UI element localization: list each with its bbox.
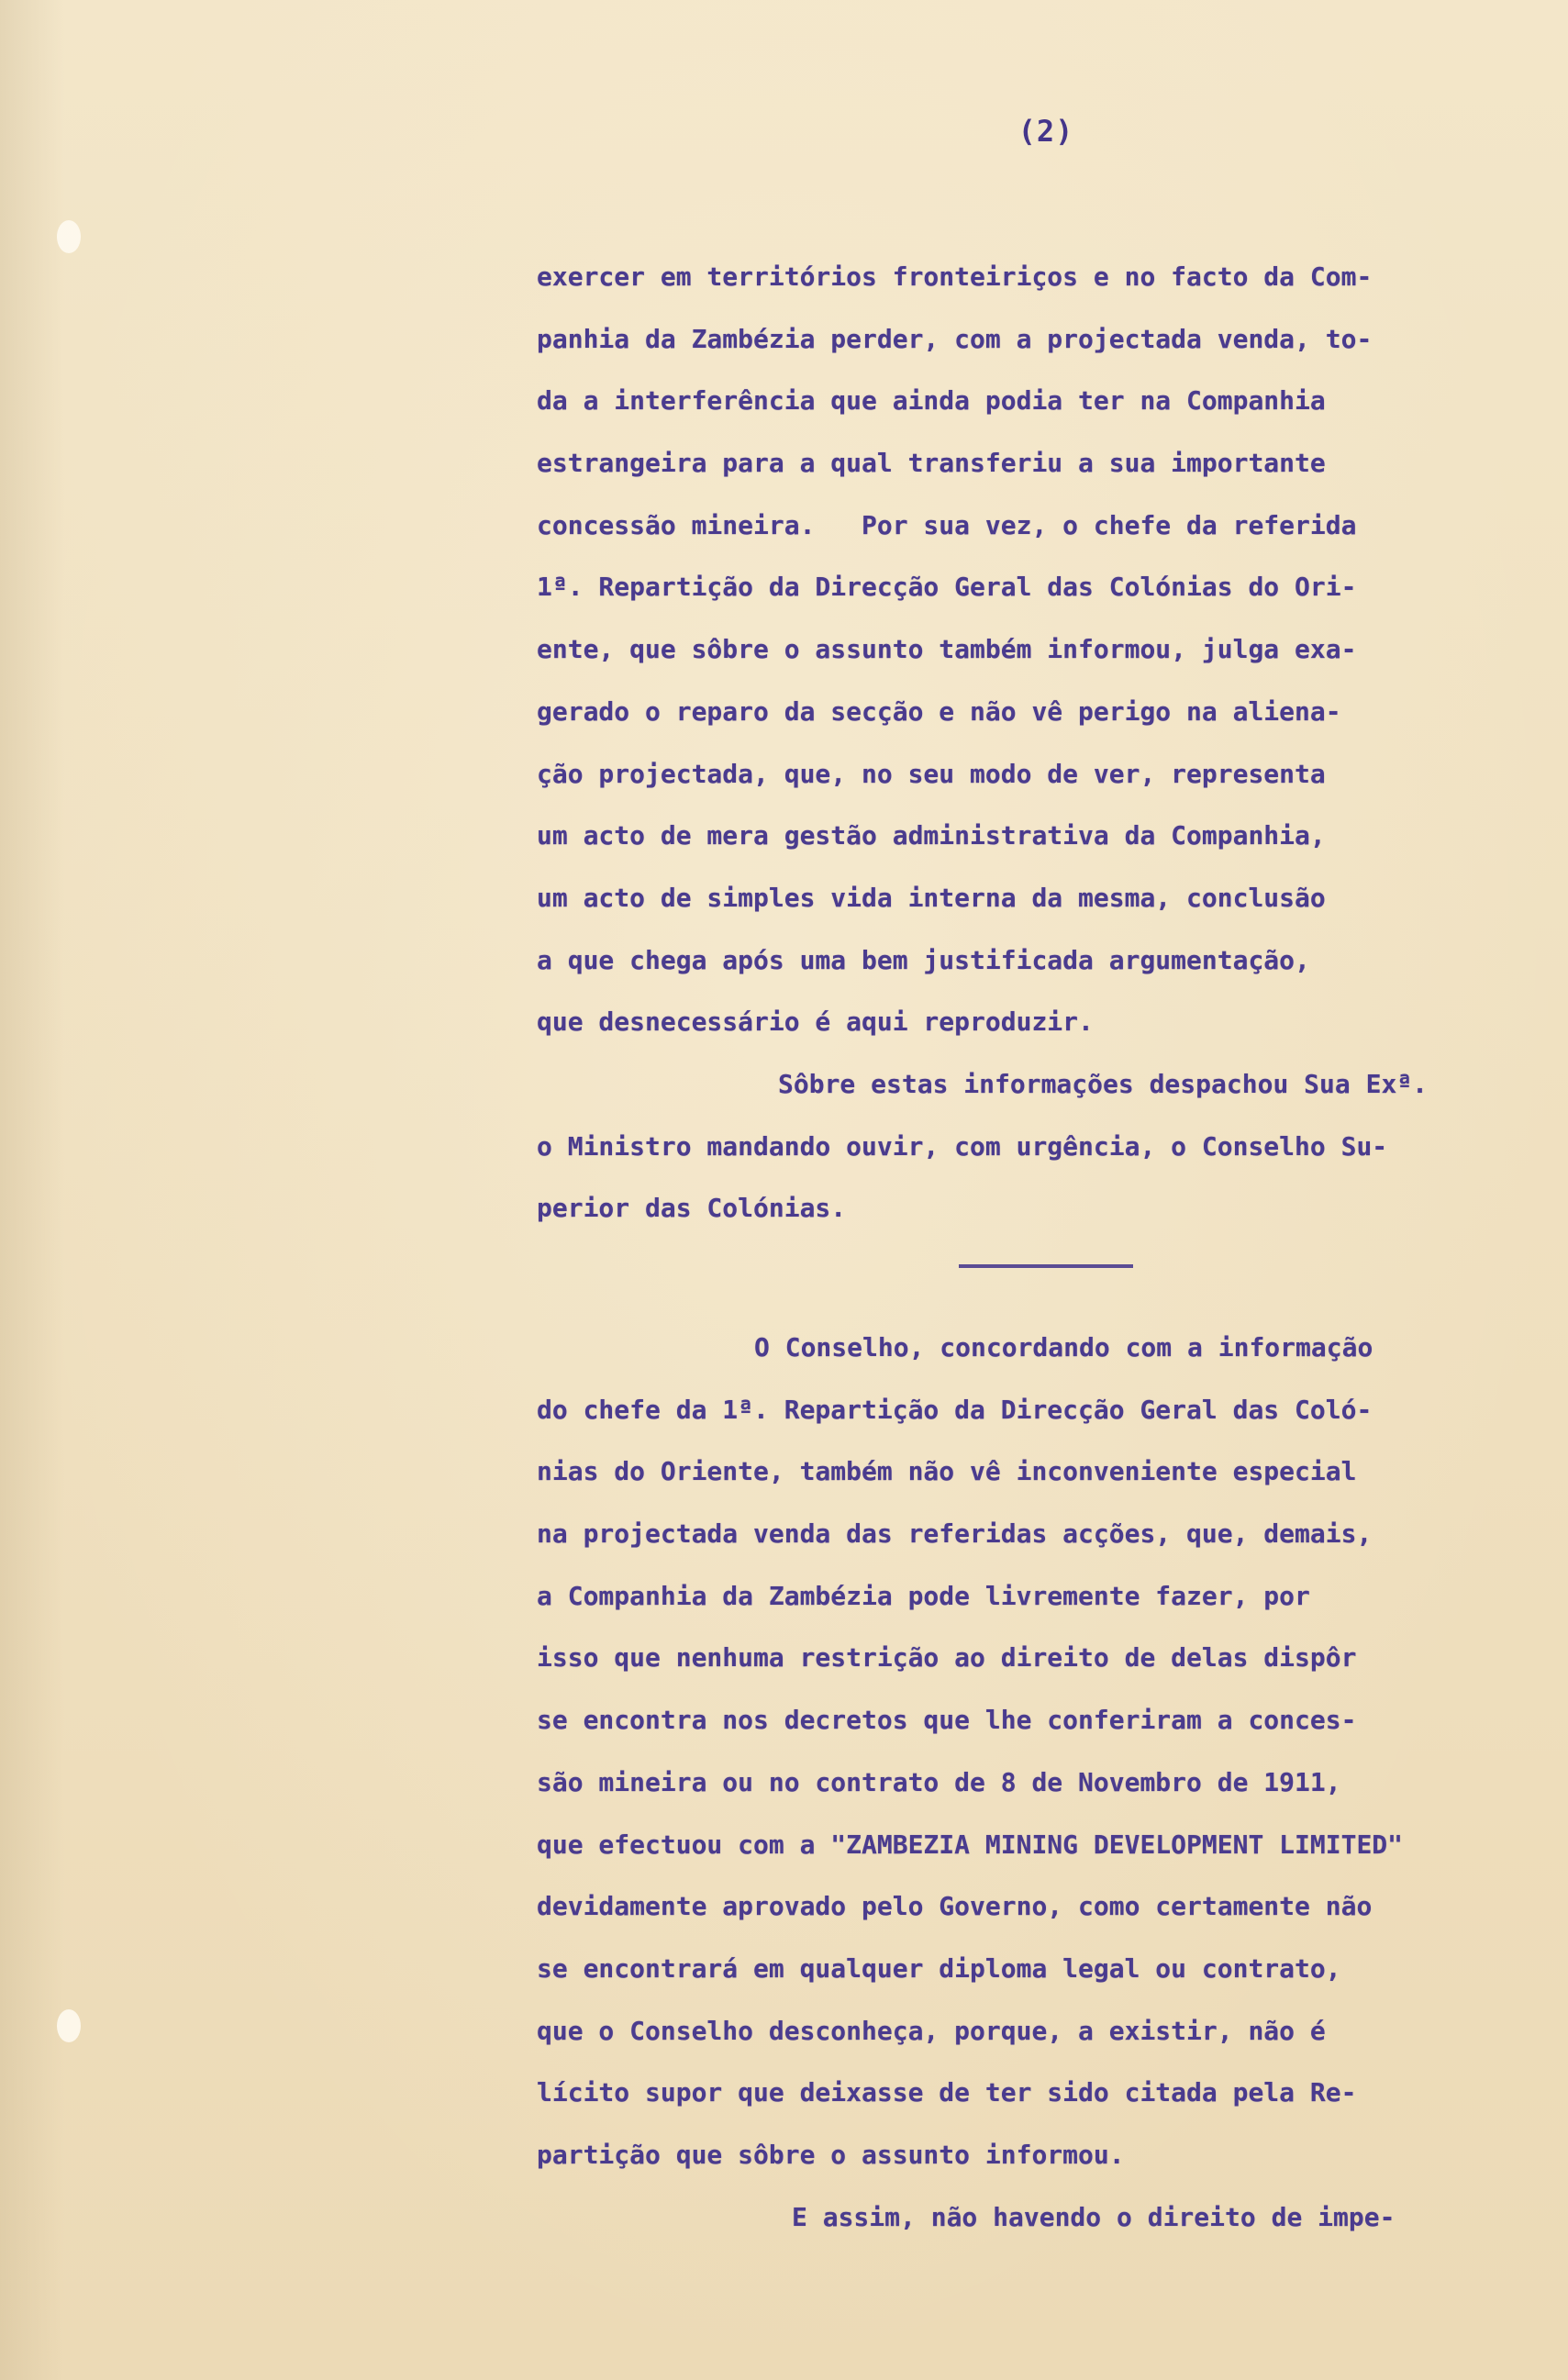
text-line: lícito supor que deixasse de ter sido citada pela Re- [537,2077,1357,2108]
text-line: ção projectada, que, no seu modo de ver, representa [537,758,1326,789]
text-line: estrangeira para a qual transferiu a sua importante [537,448,1326,479]
text-line: nias do Oriente, também não vê inconveniente especial [537,1456,1357,1487]
punch-hole-bottom [57,2009,81,2042]
text-line: exercer em territórios fronteiriços e no facto da Com- [537,261,1373,292]
text-line: do chefe da 1ª. Repartição da Direcção Geral das Coló- [537,1394,1373,1425]
text-line: um acto de simples vida interna da mesma, conclusão [537,882,1326,913]
text-line: ente, que sôbre o assunto também informou, julga exa- [537,634,1357,665]
paragraph [537,2186,1528,2249]
text-line: o Ministro mandando ouvir, com urgência, o Conselho Su- [537,1130,1388,1162]
paragraph [537,1053,1528,1240]
text-line: que desnecessário é aqui reproduzir. [537,1006,1094,1038]
document-body [537,246,1528,2248]
page-number: (2) [1018,114,1074,149]
text-line: da a interferência que ainda podia ter na Companhia [537,385,1326,417]
text-line: panhia da Zambézia perder, com a projectada venda, to- [537,323,1373,354]
paragraph [537,246,1528,1053]
text-line: partição que sôbre o assunto informou. [537,2139,1125,2170]
text-line: um acto de mera gestão administrativa da Companhia, [537,820,1326,851]
text-line: que efectuou com a "ZAMBEZIA MINING DEVELOPMENT LIMITED" [537,1829,1404,1860]
text-line: 1ª. Repartição da Direcção Geral das Colónias do Ori- [537,572,1357,603]
text-line: se encontrará em qualquer diploma legal ou contrato, [537,1952,1341,1984]
separator-rule [959,1264,1133,1268]
text-line: a Companhia da Zambézia pode livremente fazer, por [537,1580,1310,1611]
text-line: se encontra nos decretos que lhe conferiram a conces- [537,1705,1357,1736]
paragraph [537,1317,1528,2186]
text-line: a que chega após uma bem justificada argumentação, [537,944,1310,975]
text-line: O Conselho, concordando com a informação [754,1332,1373,1362]
text-line: gerado o reparo da secção e não vê perigo na aliena- [537,695,1341,727]
text-line: perior das Colónias. [537,1193,847,1224]
text-line: são mineira ou no contrato de 8 de Novembro de 1911, [537,1766,1341,1797]
text-line: que o Conselho desconheça, porque, a existir, não é [537,2015,1326,2046]
punch-hole-top [57,220,81,253]
text-line: Sôbre estas informações despachou Sua Exª. [778,1068,1429,1099]
text-line: isso que nenhuma restrição ao direito de delas dispôr [537,1642,1357,1674]
text-line: na projectada venda das referidas acções, que, demais, [537,1518,1373,1550]
text-line: E assim, não havendo o direito de impe- [792,2201,1396,2232]
page-edge-shadow [0,0,64,2380]
text-line: concessão mineira. Por sua vez, o chefe da referida [537,509,1357,540]
text-line: devidamente aprovado pelo Governo, como certamente não [537,1891,1373,1922]
section-separator [537,1240,1528,1317]
